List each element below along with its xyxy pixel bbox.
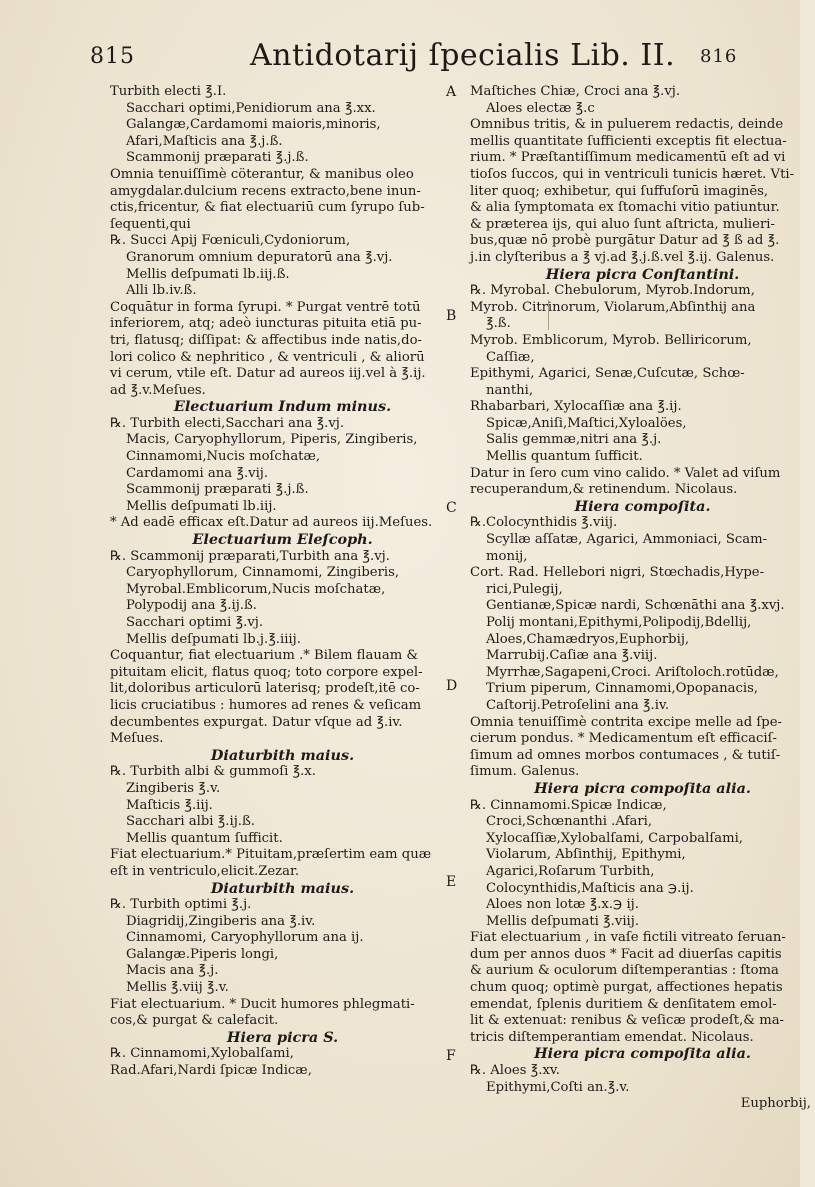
text-line: Meſues. [110, 731, 164, 747]
text-line: Caſtorij.Petroſelini ana ℥.iv. [486, 697, 670, 713]
section-heading: Electuarium Eleſcoph. [192, 531, 373, 549]
text-line: Mellis ℥.viij ℥.v. [126, 980, 229, 996]
text-line: Marrubij.Caſiæ ana ℥.viij. [486, 648, 658, 664]
text-line: Galangæ.Piperis longi, [126, 946, 279, 962]
text-line: ℞. Turbith optimi ℥.j. [110, 897, 252, 913]
text-line: Caryophyllorum, Cinnamomi, Zingiberis, [126, 565, 400, 581]
text-line: Omnia tenuiſſimè contrita excipe melle ad ſpe- [470, 714, 782, 730]
text-line: cierum pondus. * Medicamentum eſt efficaciſ- [470, 731, 777, 747]
text-line: Aloes non lotæ ℥.x.℈ ij. [486, 897, 639, 913]
text-line: monij, [486, 548, 528, 564]
text-line: rium. * Præſtantiſſimum medicamentū eſt ad vi [470, 150, 786, 166]
text-line: j.in clyſteribus a ℥ vj.ad ℥.j.ß.vel ℥.ij. Galenus. [470, 249, 775, 265]
text-line: Afari,Maſticis ana ℥.j.ß. [126, 133, 283, 149]
margin-letter: A [446, 84, 457, 100]
text-line: Zingiberis ℥.v. [126, 780, 221, 796]
text-line: Macis, Caryophyllorum, Piperis, Zingiberis, [126, 432, 418, 448]
text-line: Aloes electæ ℥.c [486, 100, 595, 116]
text-line: liter quoq; exhibetur, qui ſuffuſorū imaginēs, [470, 183, 769, 199]
text-line: ℞. Turbith albi & gummoſi ℥.x. [110, 764, 316, 780]
text-line: Mellis quantum ſufficit. [486, 449, 643, 465]
running-title: Antidotarij ſpecialis Lib. II. [250, 38, 676, 73]
section-heading: Hiera picra S. [226, 1028, 339, 1046]
text-line: Cardamomi ana ℥.vij. [126, 465, 269, 481]
text-line: dum per annos duos * Facit ad diuerſas capitis [470, 946, 782, 962]
text-line: Maſtiches Chiæ, Croci ana ℥.vj. [470, 84, 681, 99]
text-line: Salis gemmæ,nitri ana ℥.j. [486, 432, 662, 448]
text-line: ℞. Aloes ℥.xv. [470, 1063, 560, 1079]
text-line: Galangæ,Cardamomi maioris,minoris, [126, 117, 381, 133]
text-line: Mellis quantum ſufficit. [126, 830, 283, 846]
text-line: ℞. Turbith electi,Sacchari ana ℥.vj. [110, 415, 345, 431]
text-line: Maſticis ℥.iij. [126, 797, 213, 813]
text-line: lori colico & nephritico , & ventriculi , & aliorū [110, 349, 425, 365]
text-line: Agarici,Roſarum Turbith, [486, 863, 655, 879]
margin-letter: B [446, 308, 457, 324]
section-heading: Electuarium Indum minus. [173, 398, 392, 416]
margin-letter: E [446, 874, 457, 890]
text-line: Macis ana ℥.j. [126, 963, 219, 979]
text-line: Coquātur in forma ſyrupi. * Purgat ventrē totū [110, 299, 421, 315]
text-line: Fiat electuarium. * Ducit humores phlegmati- [110, 996, 415, 1012]
text-line: ℞. Myrobal. Chebulorum, Myrob.Indorum, [470, 283, 755, 299]
text-line: & præterea ijs, qui aluo ſunt aſtricta, mulieri- [470, 216, 775, 232]
text-line: recuperandum,& retinendum. Nicolaus. [470, 482, 738, 498]
text-line: Spicæ,Aniſi,Maſtici,Xyloalöes, [486, 415, 687, 431]
text-line: Sacchari optimi ℥.vj. [126, 615, 264, 630]
text-line: tricis diſtemperantiam emendat. Nicolaus. [470, 1029, 754, 1045]
text-line: ℞.Colocynthidis ℥.viij. [470, 515, 618, 531]
section-heading: Diaturbith maius. [210, 879, 355, 897]
text-line: Turbith electi ℥.I. [110, 84, 227, 99]
text-line: tri, flatusq; diſſipat: & affectibus inde natis,do- [110, 332, 422, 348]
text-line: Myrob. Emblicorum, Myrob. Belliricorum, [470, 332, 752, 348]
text-line: Trium piperum, Cinnamomi,Opopanacis, [486, 681, 759, 697]
text-line: ℞. Cinnamomi.Spicæ Indicæ, [470, 797, 667, 813]
left-column [110, 84, 458, 1080]
text-line: Fiat electuarium , in vaſe fictili vitreato ſeruan- [470, 930, 786, 946]
text-line: Sacchari albi ℥.ij.ß. [126, 814, 255, 830]
text-line: chum quoq; optimè purgat, affectiones hepatis [470, 980, 783, 996]
text-line: licis cruciatibus : humores ad renes & veſicam [110, 697, 422, 713]
section-heading: Hiera picra compoſita alia. [534, 779, 751, 797]
text-line: Polypodij ana ℥.ij.ß. [126, 598, 257, 614]
text-line: ℞. Scammonij præparati,Turbith ana ℥.vj. [110, 548, 390, 564]
text-line: ſequenti,qui [110, 216, 191, 232]
text-line: Caſſiæ, [486, 349, 535, 365]
folio-left: 815 [90, 44, 135, 69]
text-line: Scyllæ aſſatæ, Agarici, Ammoniaci, Scam- [486, 532, 768, 548]
text-line: ℞. Cinnamomi,Xylobalſami, [110, 1046, 294, 1062]
text-line: Colocynthidis,Maſticis ana ℈.ij. [486, 880, 694, 896]
text-line: tioſos ſuccos, qui in ventriculi tunicis hæret. Vti- [470, 166, 795, 182]
text-line: * Ad eadē efficax eſt.Datur ad aureos iij.Meſues. [110, 515, 433, 531]
text-line: ℞. Succi Apij Fœniculi,Cydoniorum, [110, 233, 351, 249]
section-heading: Diaturbith maius. [210, 746, 355, 764]
text-line: Croci,Schœnanthi .Afari, [486, 814, 653, 830]
text-line: Mellis deſpumati lb.j.℥.iiij. [126, 631, 301, 647]
text-line: Mellis deſpumati lb.iij.ß. [126, 266, 290, 282]
text-line: Cort. Rad. Hellebori nigri, Stœchadis,Hype- [470, 565, 765, 581]
text-line: ſimum ad omnes morbos contumaces , & tutiſ- [470, 747, 781, 763]
section-heading: Hiera compoſita. [574, 497, 711, 515]
text-line: bus,quæ nō probè purgātur Datur ad ℥ ß ad ℥. [470, 233, 780, 249]
text-line: Rad.Afari,Nardi ſpicæ Indicæ, [110, 1063, 312, 1079]
text-line: & aurium & oculorum diſtemperantias : ſtoma [470, 963, 779, 979]
text-line: lit,doloribus articulorū laterisq; prodeſt,itē co- [110, 681, 420, 697]
section-heading: Hiera picra compoſita alia. [534, 1045, 751, 1063]
text-line: Mellis deſpumati ℥.viij. [486, 913, 640, 929]
text-line: Fiat electuarium.* Pituitam,præſertim eam quæ [110, 847, 432, 863]
margin-letter: D [446, 678, 458, 694]
text-line: Cinnamomi,Nucis moſchatæ, [126, 449, 321, 465]
text-line: Sacchari optimi,Penidiorum ana ℥.xx. [126, 100, 376, 116]
text-line: Xylocaſſiæ,Xylobalſami, Carpobalſami, [486, 830, 743, 846]
text-line: ſimum. Galenus. [470, 764, 580, 780]
text-line: Granorum omnium depuratorū ana ℥.vj. [126, 249, 393, 265]
text-line: Omnia tenuiſſimè cöterantur, & manibus oleo [110, 166, 414, 182]
text-line: nanthi, [486, 382, 534, 398]
text-line: emendat, ſplenis duritiem & denſitatem emol- [470, 996, 777, 1012]
folio-right: 816 [700, 46, 738, 67]
text-line: pituitam elicit, flatus quoq; toto corpore expel- [110, 664, 423, 680]
text-line: & alia ſymptomata ex ſtomachi vitio patiuntur. [470, 200, 780, 216]
paper-tear [548, 300, 575, 330]
text-line: decumbentes expurgat. Datur vſque ad ℥.iv. [110, 714, 403, 730]
text-line: vi cerum, vtile eſt. Datur ad aureos iij.vel à ℥.ij. [110, 366, 426, 382]
text-line: Polij montani,Epithymi,Polipodij,Bdellij, [486, 615, 752, 630]
text-line: Myrobal.Emblicorum,Nucis moſchatæ, [126, 581, 386, 597]
text-line: Rhabarbari, Xylocaſſiæ ana ℥.ij. [470, 399, 682, 415]
text-line: inferiorem, atq; adeò iuncturas pituita etiā pu- [110, 316, 422, 332]
text-line: amygdalar.dulcium recens extracto,bene inun- [110, 183, 421, 199]
text-line: Aloes,Chamædryos,Euphorbij, [486, 631, 690, 647]
text-line: ctis,fricentur, & fiat electuariū cum ſyrupo ſub- [110, 200, 425, 216]
text-line: ad ℥.v.Meſues. [110, 382, 206, 398]
text-line: Euphorbij, [740, 1096, 811, 1112]
text-line: Diagridij,Zingiberis ana ℥.iv. [126, 913, 316, 929]
right-column [470, 84, 815, 1113]
text-line: Gentianæ,Spicæ nardi, Schœnāthi ana ℥.xvj. [486, 598, 785, 614]
text-line: Epithymi, Agarici, Senæ,Cuſcutæ, Schœ- [470, 366, 745, 382]
text-line: Scammonij præparati ℥.j.ß. [126, 150, 309, 166]
text-line: Myrrhæ,Sagapeni,Croci. Ariſtoloch.rotūdæ, [486, 664, 779, 680]
text-line: eſt in ventriculo,elicit.Zezar. [110, 863, 300, 879]
text-line: cos,& purgat & calefacit. [110, 1013, 279, 1029]
text-line: lit & extenuat: renibus & veſicæ prodeſt,& ma- [470, 1013, 785, 1029]
text-line: Cinnamomi, Caryophyllorum ana ij. [126, 930, 364, 946]
text-line: Omnibus tritis, & in puluerem redactis, deinde [470, 117, 784, 133]
text-line: Alli lb.iv.ß. [126, 283, 197, 299]
text-line: Violarum, Abſinthij, Epithymi, [486, 847, 686, 863]
text-line: rici,Pulegij, [486, 581, 563, 597]
text-line: Coquantur, fiat electuarium .* Bilem flauam & [110, 648, 419, 664]
text-line: Datur in ſero cum vino calido. * Valet ad viſum [470, 465, 781, 481]
margin-letter: C [446, 500, 457, 516]
text-line: Scammonij præparati ℥.j.ß. [126, 482, 309, 498]
text-line: Epithymi,Coſti an.℥.v. [486, 1079, 630, 1095]
section-heading: Hiera picra Conſtantini. [545, 265, 740, 283]
text-line: ℥.ß. [486, 316, 511, 332]
text-line: mellis quantitate ſufficienti exceptis fit electua- [470, 133, 787, 149]
text-line: Myrob. Citrinorum, Violarum,Abſinthij ana [470, 299, 756, 315]
margin-letter: F [446, 1048, 456, 1064]
page-header [0, 0, 800, 78]
text-line: Mellis deſpumati lb.iij. [126, 498, 277, 514]
